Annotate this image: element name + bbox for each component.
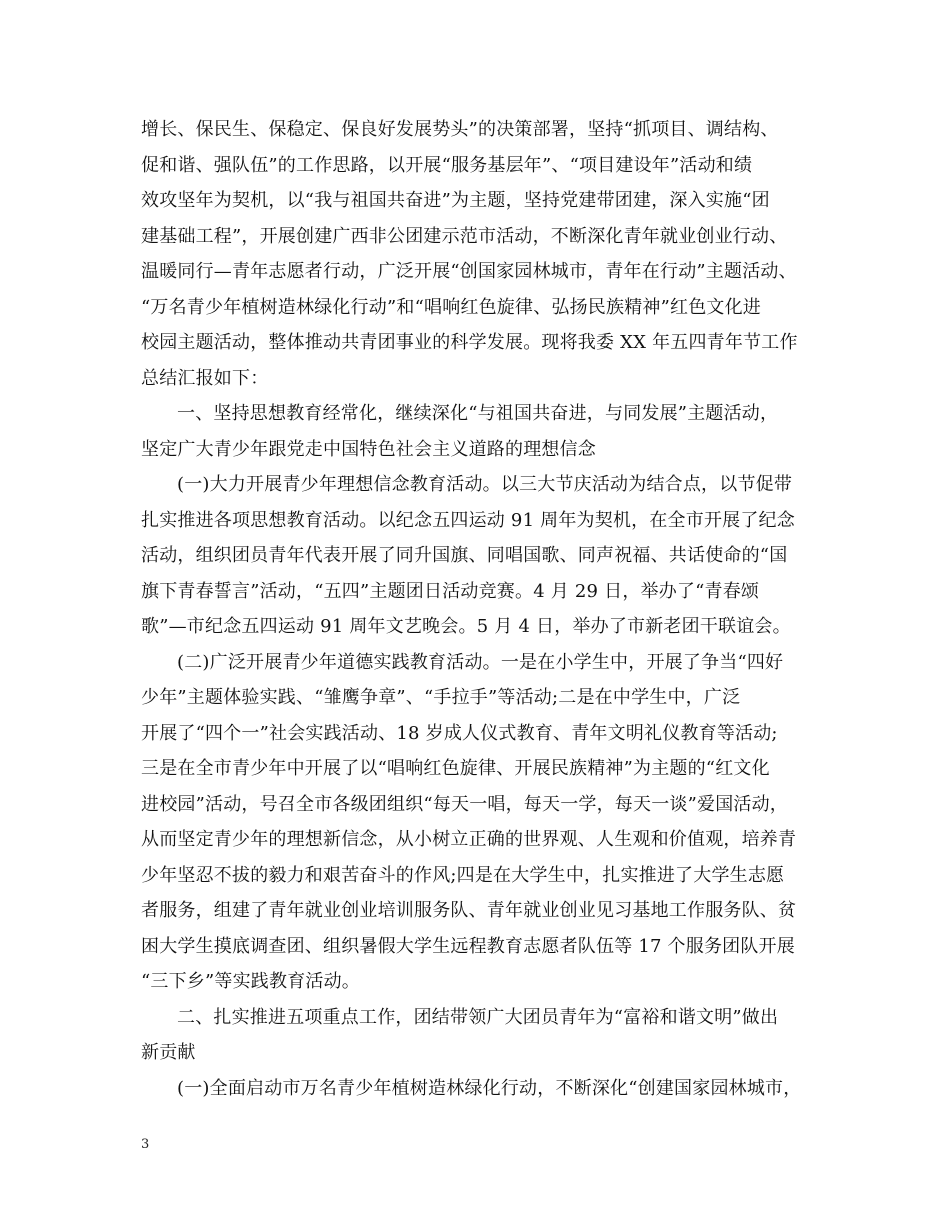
text-line: 者服务，组建了青年就业创业培训服务队、青年就业创业见习基地工作服务队、贫 [141,900,797,921]
text-line: “万名青少年植树造林绿化行动”和“唱响红色旋律、弘扬民族精神”红色文化进 [141,296,762,318]
line-list [141,112,831,1106]
text-line: 三是在全市青少年中开展了以“唱响红色旋律、开展民族精神”为主题的“红文化 [141,758,770,779]
text-line: 进校园”活动，号召全市各级团组织“每天一唱，每天一学，每天一谈”爱国活动， [141,793,789,815]
text-line: 歌”—市纪念五四运动 91 周年文艺晚会。5 月 4 日，举办了市新老团干联谊会。 [141,616,791,637]
text-line: 温暖同行—青年志愿者行动，广泛开展“创国家园林城市，青年在行动”主题活动、 [141,261,797,282]
section-heading-line: 新贡献 [141,1042,196,1063]
page-number: 3 [141,1137,150,1152]
document-body [141,112,831,1106]
text-line: 增长、保民生、保稳定、保良好发展势头”的决策部署，坚持“抓项目、调结构、 [141,119,779,140]
section-heading-line: 一、坚持思想教育经常化，继续深化“与祖国共奋进，与同发展”主题活动， [177,403,779,424]
text-line: 从而坚定青少年的理想新信念，从小树立正确的世界观、人生观和价值观，培养青 [141,829,797,850]
subsection-line: (一)大力开展青少年理想信念教育活动。以三大节庆活动为结合点，以节促带 [177,474,793,495]
text-line: 少年坚忍不拔的毅力和艰苦奋斗的作风;四是在大学生中，扎实推进了大学生志愿 [141,864,785,886]
text-line: 扎实推进各项思想教育活动。以纪念五四运动 91 周年为契机，在全市开展了纪念 [141,509,795,531]
text-line: 困大学生摸底调查团、组织暑假大学生远程教育志愿者队伍等 17 个服务团队开展 [141,935,795,957]
text-line: “三下乡”等实践教育活动。 [141,971,361,992]
text-line: 总结汇报如下： [141,367,269,389]
text-line: 效攻坚年为契机，以“我与祖国共奋进”为主题，坚持党建带团建，深入实施“团 [141,190,770,211]
text-line: 开展了“四个一”社会实践活动、18 岁成人仪式教育、青年文明礼仪教育等活动; [141,722,778,744]
text-line: 少年”主题体验实践、“雏鹰争章”、“手拉手”等活动;二是在中学生中，广泛 [141,687,741,708]
text-line: 建基础工程”，开展创建广西非公团建示范市活动，不断深化青年就业创业行动、 [141,225,788,247]
section-heading-line: 坚定广大青少年跟党走中国特色社会主义道路的理想信念 [141,438,596,460]
subsection-line: (二)广泛开展青少年道德实践教育活动。一是在小学生中，开展了争当“四好 [177,651,784,673]
text-line: 促和谐、强队伍”的工作思路，以开展“服务基层年”、“项目建设年”活动和绩 [141,154,753,176]
text-line: 旗下青春誓言”活动，“五四”主题团日活动竞赛。4 月 29 日，举办了“青春颂 [141,580,760,602]
subsection-line: (一)全面启动市万名青少年植树造林绿化行动，不断深化“创建国家园林城市， [177,1077,802,1099]
text-line: 活动，组织团员青年代表开展了同升国旗、同唱国歌、同声祝福、共话使命的“国 [141,545,788,566]
section-heading-line: 二、扎实推进五项重点工作，团结带领广大团员青年为“富裕和谐文明”做出 [177,1006,779,1028]
text-line: 校园主题活动，整体推动共青团事业的科学发展。现将我委 XX 年五四青年节工作 [141,332,798,353]
